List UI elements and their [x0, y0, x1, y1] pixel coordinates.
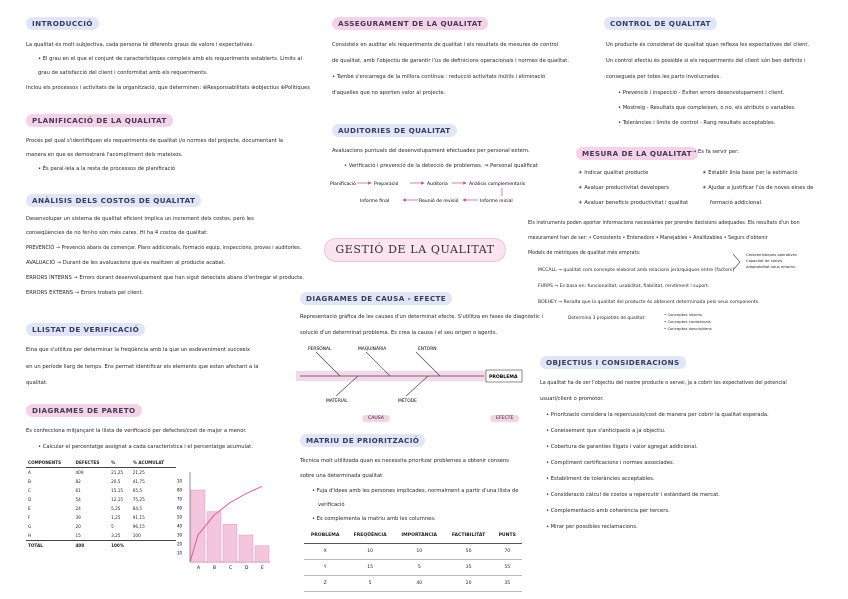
flow-step: Planificació: [330, 182, 356, 187]
fishbone-label: MATERIAL: [326, 399, 348, 404]
mesura-line: • Conceptes contextuals: [664, 319, 711, 324]
control-line: • Mostreig - Resultats que compleixen, o no, els atributs o variables.: [618, 105, 796, 111]
analisi-header: ANÀLISIS DELS COSTOS DE QUALITAT: [26, 194, 201, 207]
table-cell: [131, 541, 176, 551]
table-cell: X: [304, 544, 346, 560]
mesura-line: Models de mètriques de qualitat més emprats:: [528, 251, 641, 256]
table-cell: 55: [493, 560, 522, 576]
assegurament-line: • També s'encarrega de la millora contínua : reducció activitats inútils i eliminació: [332, 74, 546, 80]
analisi-line: Desenvolupar un sistema de qualitat eficient implica un increment dels costos, però les: [26, 216, 254, 222]
table-cell: 100%: [109, 541, 131, 551]
pareto-th: %: [109, 458, 131, 468]
auditories-header: AUDITORIES DE QUALITAT: [332, 124, 457, 137]
analisi-line: conseqüències de no fer-ho són més cares. Hi ha 4 costos de qualitat:: [26, 230, 208, 236]
causa-header: DIAGRAMES DE CAUSA - EFECTE: [300, 292, 452, 305]
auditories-line: Avaluacions puntuals del desenvolupament efectuades per personal extern.: [332, 148, 530, 154]
table-cell: G: [28, 524, 32, 529]
assegurament-header: ASSEGURAMENT DE LA QUALITAT: [332, 17, 488, 30]
mesura-line: BOEHEY → Resalta que la qualitat del producte és obtenent determinada pels seus components.: [538, 300, 760, 305]
bar: [207, 512, 221, 562]
table-total-row: [26, 541, 176, 551]
objectius-line: • Mirar per possibles reclamacions.: [546, 524, 638, 530]
control-line: consegueix per totes les parts involucrades.: [606, 74, 721, 80]
llistat-line: qualitat.: [26, 380, 48, 386]
matriu-th: PUNTS: [493, 528, 522, 544]
llistat-line: en un període llarg de temps. Ens permet identificar els elements que estan afectant a la: [26, 364, 259, 370]
matriu-th: FACTIBILITAT: [445, 528, 493, 544]
matriu-line: • Fuja d'idees amb les persones implicades, normalment a partir d'una llista de: [312, 488, 519, 494]
table-cell: 84,5: [132, 506, 143, 511]
bar: [223, 524, 237, 562]
table-row: [26, 495, 176, 504]
matriu-table: [304, 528, 522, 592]
bar: [239, 535, 253, 562]
page-title: GESTIÓ DE LA QUALITAT: [324, 238, 506, 262]
mesura-line: FURPS → Es basa en: funcionalitat, usabilitat, fiabilitat, rendiment i suport.: [538, 284, 710, 289]
matriu-line: sobre una determinada qualitat.: [300, 473, 384, 479]
y-tick-label: 50: [177, 514, 183, 520]
mccall-brace: [732, 252, 746, 272]
table-cell: 65,5: [132, 488, 143, 493]
intro-header: INTRODUCCIÓ: [26, 17, 99, 30]
flow-step: Reunió de revisió: [419, 199, 459, 204]
flow-step: Auditoria: [427, 182, 448, 187]
table-cell: 39: [75, 515, 81, 520]
intro-line: • El grau en el que el conjunt de característiques compleix amb els requeriments establerts. Límits al: [38, 56, 303, 62]
fishbone-label: PERSONAL: [308, 347, 332, 352]
bar: [255, 546, 269, 562]
table-row: [26, 522, 176, 531]
pareto-chart: [176, 466, 276, 574]
table-cell: 20,5: [111, 479, 121, 484]
mesura-intro: → Es fa servir per:: [692, 149, 739, 155]
pareto-line: • Calcular el percentatge assignat a cada característica i el percentatge acumulat.: [38, 444, 253, 450]
control-header: CONTROL DE QUALITAT: [604, 17, 717, 30]
analisi-line: ERRORS EXTERNS → Errors trobats pel client.: [26, 290, 144, 296]
planificacio-line: Procés pel qual s'identifiquen els requeriments de qualitat i/o normes del projecte, documentant la: [26, 138, 284, 144]
table-cell: TOTAL: [26, 541, 74, 551]
objectius-line: • Establiment de toleràncies acceptables.: [546, 476, 655, 482]
mesura-use: ☀ Establir línia base per la estimació: [702, 170, 798, 176]
auditories-line: • Verificació i prevenció de la detecció de problemes. ⇒ Personal qualificat: [344, 163, 538, 169]
table-row: [26, 513, 176, 522]
planificacio-line: • És paral·lela a la resta de processos de planificació: [38, 166, 176, 172]
y-tick-label: 10: [177, 550, 183, 556]
table-cell: D: [28, 497, 32, 502]
llistat-header: LLISTAT DE VERIFICACIÓ: [26, 323, 145, 336]
table-cell: 20: [75, 524, 81, 529]
fishbone-label: MAQUINÀRIA: [358, 347, 387, 352]
x-tick-label: B: [213, 566, 217, 571]
matriu-header: MATRIU DE PRIORITZACIÓ: [300, 434, 425, 447]
intro-line: La qualitat és molt subjectiva, cada persona té diferents graus de valors i expectatives.: [26, 42, 254, 48]
matriu-th: FREQÜÈNCIA: [346, 528, 394, 544]
causa-tag: CAUSA: [362, 415, 390, 422]
assegurament-line: de qualitat, amb l'objectiu de garantir l'ús de definicions operacionals i normes de qualitat.: [332, 58, 569, 64]
causa-line: solució d'un determinat problema. Es crea la causa i el seu origen o agents.: [300, 330, 498, 336]
llistat-line: Eina que s'utilitza per determinar la freqüència amb la que un esdeveniment succeeix: [26, 347, 251, 353]
assegurament-line: Consisteix en auditar els requeriments de qualitat i els resultats de mesures de control: [332, 42, 559, 48]
control-line: • Toleràncies i límits de control - Rang resultats acceptables.: [618, 120, 776, 126]
mccall-factor: Adaptabilitat nous entorns: [746, 265, 795, 269]
table-cell: 91,15: [132, 515, 145, 520]
objectius-header: OBJECTIUS I CONSIDERACIONS: [540, 356, 686, 369]
table-cell: B: [28, 479, 31, 484]
table-cell: 50: [445, 544, 493, 560]
x-tick-label: C: [229, 566, 233, 571]
matriu-line: • Es complementa la matriu amb les columnes:: [312, 516, 436, 522]
mesura-header: MESURA DE LA QUALITAT: [576, 147, 698, 160]
table-cell: 24: [75, 506, 81, 511]
assegurament-line: d'aquelles que no aporten valor al projecte.: [332, 90, 446, 96]
table-cell: 82: [75, 479, 81, 484]
objectius-line: • Cobertura de garanties lligats i valor agregat addicional.: [546, 444, 698, 450]
table-cell: 35: [493, 576, 522, 592]
control-line: • Prevenció i inspecció - Eviten errors desenvolupament i client.: [618, 90, 785, 96]
planificacio-line: manera en que es demostrarà l'acompliment dels mateixos.: [26, 152, 183, 158]
mesura-use: ☀ Avaluar productivitat developers: [578, 185, 669, 191]
pareto-line: Es confecciona mitjançant la llista de verificació per defectes/cost de major a menor.: [26, 428, 247, 434]
table-cell: 10: [346, 544, 394, 560]
table-cell: 3,25: [111, 533, 121, 538]
intro-line: Inclou els processos i activitats de la organització, que determinen: ⊕Responsabilitats ⊕objectius ⊕Polítiques: [26, 85, 310, 91]
control-line: Un producte és considerat de qualitat quan reflexa les expectatives del client.: [606, 42, 810, 48]
table-cell: 100: [132, 533, 141, 538]
table-cell: 54: [75, 497, 81, 502]
table-cell: 21,25: [111, 470, 124, 475]
mesura-line: Determina 3 propietats de qualitat:: [568, 316, 646, 321]
table-row: [26, 531, 176, 541]
y-tick-label: 60: [177, 505, 183, 511]
table-cell: Z: [304, 576, 346, 592]
table-cell: 409: [75, 470, 84, 475]
table-cell: 96,15: [132, 524, 145, 529]
table-cell: 40: [394, 576, 445, 592]
mesura-use: ☀ Indicar qualitat producte: [578, 170, 649, 176]
x-tick-label: A: [197, 566, 201, 571]
analisi-line: AVALUACIÓ → Durant de les avaluacions que es realitzen al producte acabat.: [26, 260, 226, 266]
table-cell: 35: [445, 560, 493, 576]
analisi-line: PREVENCIÓ → Prevenció abans de començar. Plans addicionals, formació equip, inspeccions, proves i auditories.: [26, 245, 302, 251]
mesura-line: MCCALL → qualitat com concepte elaborat amb relacions jeràrquiques entre [factors]: [538, 268, 734, 273]
y-tick-label: 30: [177, 532, 183, 538]
fishbone-label: ENTORN: [418, 347, 437, 352]
mesura-line: • Conceptes descriptiens: [664, 326, 712, 331]
mesura-use: formació addicional.: [710, 200, 763, 206]
table-cell: 75,25: [132, 497, 145, 502]
table-cell: F: [28, 515, 31, 520]
planificacio-header: PLANIFICACIÓ DE LA QUALITAT: [26, 114, 173, 127]
table-cell: 5,25: [111, 506, 121, 511]
flow-step: Anàlisis complementaris: [469, 182, 526, 187]
table-cell: 5: [346, 576, 394, 592]
fishbone-diagram: [296, 344, 526, 412]
y-tick-label: 40: [177, 523, 183, 529]
table-cell: E: [28, 506, 31, 511]
pareto-th: % ACUMULAT: [131, 458, 176, 468]
causa-line: Representació gràfica de les causes d'un determinat efecte. S'utilitza en fases de diagnòstic i: [300, 314, 543, 320]
y-tick-label: 20: [177, 541, 183, 547]
fishbone-label: MÈTODE: [398, 399, 417, 404]
table-cell: C: [28, 488, 31, 493]
mesura-line: mesurament han de ser: • Consistents • Entenedors • Manejables • Analitzables • Segurs d'obtenir: [528, 236, 768, 241]
pareto-th: COMPONENTS: [26, 458, 74, 468]
objectius-line: • Coneixement que s'anticipació a ja objectiu.: [546, 428, 666, 434]
audit-flow: [330, 174, 530, 210]
analisi-line: ERRORS INTERNS → Errors durant desenvolupament que han sigut detectats abans d'entregar el producte.: [26, 275, 305, 281]
objectius-line: La qualitat ha de ser l'objectiu del nostre producte o servei, ja a cobrir les expectatives del potencial: [540, 380, 787, 386]
pareto-table: [26, 458, 176, 550]
objectius-line: usuari/client o promotor.: [540, 396, 604, 402]
table-cell: 61: [75, 488, 81, 493]
table-cell: 15: [75, 533, 81, 538]
table-cell: 5: [394, 560, 445, 576]
table-row: [26, 486, 176, 495]
objectius-line: • Prioritzacio considera la repercussió/cost de manera per cobrir la qualitat esperada.: [546, 412, 769, 418]
objectius-line: • Complementació amb coherència per tercers.: [546, 508, 670, 514]
table-cell: 15,15: [111, 488, 124, 493]
matriu-th: PROBLEMA: [304, 528, 346, 544]
flow-step: Informe final: [360, 199, 390, 204]
objectius-line: • Consideració càlcul de costos a repercutir i estàndard de mercat.: [546, 492, 720, 498]
control-line: Un control efectiu és possible si els requeriments del client són ben definits i: [606, 58, 806, 64]
table-row: [26, 477, 176, 486]
matriu-line: Tècnica molt utilitzada quan es necessita prioritzar problemes a obtenir consens: [300, 458, 509, 464]
y-tick-label: 70: [177, 496, 183, 502]
table-cell: 15: [346, 560, 394, 576]
objectius-line: • Compliment certificacions i normes associades.: [546, 460, 675, 466]
mesura-line: • Conceptes interns: [664, 312, 702, 317]
table-row: [304, 560, 522, 576]
matriu-line: verificació: [318, 502, 345, 508]
y-tick-label: 80: [177, 487, 183, 493]
table-cell: 400: [74, 541, 110, 551]
fishbone-problem: PROBLEMA: [489, 375, 518, 380]
y-tick-label: 10: [177, 478, 183, 484]
mesura-use: ☀ Avaluar beneficis productivitat i qualitat: [578, 200, 689, 206]
intro-line: grau de satisfacció del client i conformitat amb els requeriments.: [38, 70, 208, 76]
table-cell: Y: [304, 560, 346, 576]
mesura-use: ☀ Ajudar a justificar l'ús de noves eines de: [702, 185, 814, 191]
table-cell: 21,25: [132, 470, 145, 475]
mccall-factor: Característiques operatives: [746, 253, 797, 257]
pareto-th: DEFECTES: [74, 458, 110, 468]
table-cell: 10: [394, 544, 445, 560]
table-row: [26, 468, 176, 478]
table-row: [304, 576, 522, 592]
table-cell: 70: [493, 544, 522, 560]
table-row: [26, 504, 176, 513]
table-cell: 1,25: [111, 515, 121, 520]
flow-step: Informe inicial: [480, 199, 513, 204]
matriu-th: IMPORTÀNCIA: [394, 528, 445, 544]
pareto-header: DIAGRAMES DE PARETO: [26, 404, 142, 417]
table-cell: 41,75: [132, 479, 145, 484]
table-cell: A: [28, 470, 31, 475]
table-row: [304, 544, 522, 560]
x-tick-label: E: [261, 566, 264, 571]
table-cell: 5: [111, 524, 114, 529]
table-cell: 20: [445, 576, 493, 592]
efecte-tag: EFECTE: [490, 415, 519, 422]
mesura-line: Els instruments poden aportar informacions necessàries per prendre decisions adequades. Els resultats d'un bon: [528, 221, 800, 226]
table-cell: 12,15: [111, 497, 124, 502]
table-cell: H: [28, 533, 32, 538]
flow-step: Preparació: [374, 182, 399, 187]
x-tick-label: D: [245, 566, 249, 571]
mccall-factor: Capacitat de canvis: [746, 259, 783, 263]
